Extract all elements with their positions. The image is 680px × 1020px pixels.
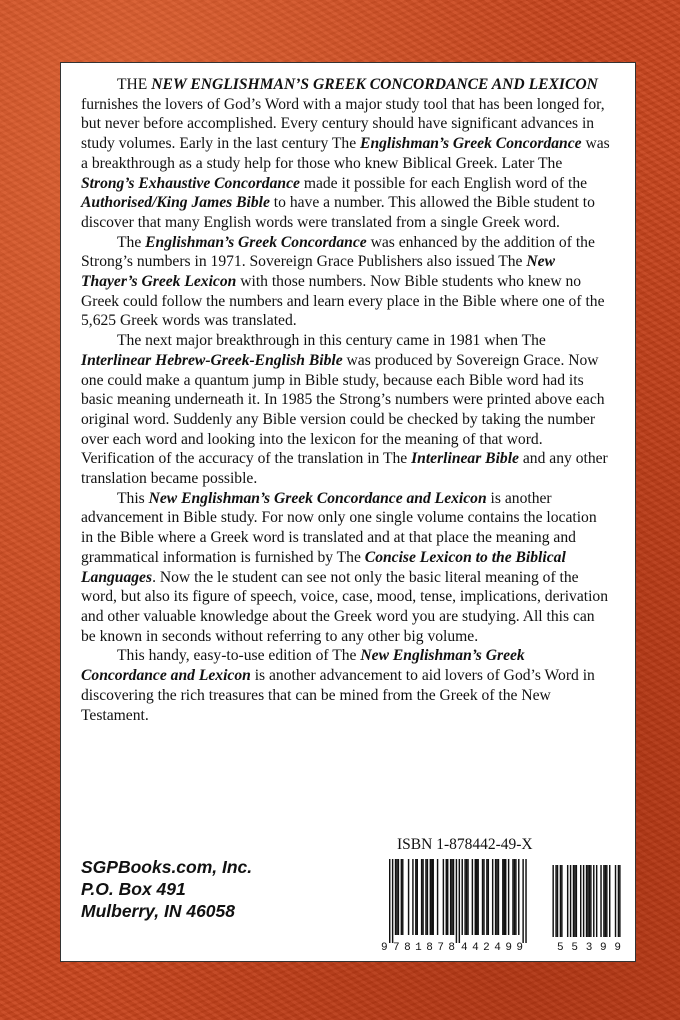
barcode-bar (515, 859, 516, 935)
addon-bar (587, 865, 588, 937)
addon-bar (560, 865, 561, 937)
addon-bar (552, 865, 553, 937)
addon-bar (557, 865, 558, 937)
text-run: was a breakthrough as a study help for those who knew Biblical Greek. Later The (81, 135, 610, 172)
barcode-bar (430, 859, 431, 935)
barcode-bar (482, 859, 483, 935)
addon-bar (574, 865, 575, 937)
text-run: This handy, easy-to-use edition of The (117, 647, 361, 665)
title-emphasis: Interlinear Hebrew-Greek-English Bible (81, 351, 343, 369)
paragraph-3 (81, 331, 611, 489)
barcode-bar (475, 859, 476, 935)
ean-right-digits: 442499 (461, 942, 523, 953)
text-run: with those numbers. Now Bible students who knew no Greek could follow the numbers and learn every place in the Bible where one of the 5,625 Greek words was translated. (81, 273, 605, 330)
addon-bar (605, 865, 606, 937)
barcode-bar (446, 859, 447, 935)
paragraph-2 (81, 233, 611, 332)
publisher-name: SGPBooks.com, Inc. (81, 857, 253, 877)
isbn-label: ISBN 1-878442-49-X (397, 836, 533, 853)
text-run: . Now the le student can see not only the basic literal meaning of the word, but also its figure of speech, voice, case, mood, tense, implications, derivation and other valuable knowledge about the Greek word you are studying. All this can be known in seconds without referring to any other big volume. (81, 568, 609, 645)
title-emphasis: New Thayer’s Greek Lexicon (81, 253, 555, 291)
paragraph-5 (81, 646, 611, 725)
barcode-bar (402, 859, 403, 935)
addon-bar (618, 865, 619, 937)
barcode-bar (492, 859, 493, 935)
barcode-bar (518, 859, 519, 935)
title-emphasis: New Englishman’s Greek Concordance and Lexicon (148, 489, 487, 507)
ean-left-digits: 781878 (393, 942, 455, 953)
barcode-bar (477, 859, 478, 935)
text-run: The next major breakthrough in this century came in 1981 when The (117, 332, 546, 350)
publisher-po-box: P.O. Box 491 (81, 879, 186, 899)
title-emphasis: Englishman’s Greek Concordance (360, 135, 582, 153)
barcode-bar (508, 859, 509, 935)
barcode-bar (453, 859, 454, 935)
isbn-barcode (381, 859, 629, 953)
title-emphasis: Authorised/King James Bible (81, 194, 270, 212)
barcode-graphic (381, 859, 629, 953)
barcode-bar (392, 859, 393, 943)
barcode-bar (476, 859, 477, 935)
text-run: to have a number. This allowed the Bible student to discover that many English words were translated from a single Greek word. (81, 194, 595, 231)
barcode-bar (396, 859, 397, 935)
barcode-bar (504, 859, 505, 935)
barcode-bar (395, 859, 396, 935)
text-run: The (117, 233, 146, 251)
barcode-bar (447, 859, 448, 935)
barcode-bar (512, 859, 513, 935)
barcode-bar (502, 859, 503, 935)
barcode-bar (398, 859, 399, 935)
addon-bar (573, 865, 574, 937)
barcode-bar (464, 859, 465, 935)
barcode-bar (514, 859, 515, 935)
addon-bar (570, 865, 571, 937)
addon-bar (580, 865, 581, 937)
barcode-bar (431, 859, 432, 935)
title-emphasis: Englishman’s Greek Concordance (145, 233, 367, 251)
text-run: was produced by Sovereign Grace. Now one could make a quantum jump in Bible study, because each Bible word had its basic meaning underneath it. In 1985 the Strong’s numbers were printed above each original word. Suddenly any Bible version could be checked by taking the number over each word and looking into the lexicon for the meaning of that word. Verification of the accuracy of the translation in The (81, 351, 605, 468)
barcode-bar (415, 859, 416, 935)
barcode-bar (505, 859, 506, 935)
barcode-bar (483, 859, 484, 935)
barcode-bar (496, 859, 497, 935)
text-run: made it possible for each English word of the (299, 174, 588, 192)
barcode-bar (459, 859, 460, 943)
addon-bar (615, 865, 616, 937)
description-text (81, 75, 611, 725)
ean-first-digit: 9 (381, 942, 388, 953)
barcode-bar (427, 859, 428, 935)
barcode-bar (389, 859, 390, 943)
addon-bar (606, 865, 607, 937)
barcode-bar (437, 859, 438, 935)
price-addon-bars (552, 865, 620, 937)
barcode-bar (421, 859, 422, 935)
barcode-bar (456, 859, 457, 943)
addon-bar (593, 865, 594, 937)
text-run: and any other translation became possible. (81, 450, 608, 488)
barcode-bar (433, 859, 434, 935)
addon-bar (555, 865, 556, 937)
addon-bar (576, 865, 577, 937)
barcode-bar (451, 859, 452, 935)
barcode-bar (443, 859, 444, 935)
barcode-bar (522, 859, 523, 943)
addon-bar (586, 865, 587, 937)
title-emphasis: Interlinear Bible (411, 450, 519, 468)
addon-bar (603, 865, 604, 937)
text-run: THE (117, 76, 152, 93)
barcode-bar (525, 859, 526, 943)
barcode-bar (417, 859, 418, 935)
barcode-bar (425, 859, 426, 935)
barcode-bar (408, 859, 409, 935)
addon-bar (609, 865, 610, 937)
barcode-bar (466, 859, 467, 935)
barcode-bar (486, 859, 487, 935)
text-run: furnishes the lovers of God’s Word with a major study tool that has been longed for, but never before accomplished. Every century should have significant advances in study volumes. Early in the last century The (81, 95, 605, 153)
title-emphasis: Strong’s Exhaustive Concordance (81, 174, 300, 192)
addon-bar (619, 865, 620, 937)
text-run: is another advancement to aid lovers of God’s Word in discovering the rich treasures that can be mined from the Greek of the New Testament. (81, 667, 595, 724)
addon-bar (589, 865, 590, 937)
addon-bar (590, 865, 591, 937)
barcode-bar (498, 859, 499, 935)
addon-bar (567, 865, 568, 937)
title-emphasis: Concise Lexicon to the Biblical Languages (81, 548, 566, 586)
title-emphasis: New Englishman’s Greek Concordance and Lexicon (81, 647, 525, 685)
ean-bars (389, 859, 527, 943)
barcode-bar (462, 859, 463, 935)
barcode-bar (495, 859, 496, 935)
barcode-bar (412, 859, 413, 935)
addon-bar (596, 865, 597, 937)
barcode-bar (472, 859, 473, 935)
title-emphasis: NEW ENGLISHMAN’S GREEK CONCORDANCE AND LEXICON (151, 76, 598, 93)
barcode-bar (450, 859, 451, 935)
addon-bar (600, 865, 601, 937)
text-run: This (117, 489, 149, 507)
publisher-address (81, 856, 252, 922)
barcode-bar (467, 859, 468, 935)
paragraph-4 (81, 489, 611, 647)
addon-bar (561, 865, 562, 937)
publisher-city: Mulberry, IN 46058 (81, 901, 236, 921)
barcode-bar (488, 859, 489, 935)
price-code-digits: 55399 (557, 942, 621, 953)
text-run: is another advancement in Bible study. For now only one single volume contains the location in the Bible where a Greek word is translated and at that place the meaning and grammatical information is furnished by The (81, 489, 597, 566)
addon-bar (583, 865, 584, 937)
barcode-bar (422, 859, 423, 935)
barcode-bar (401, 859, 402, 935)
back-cover-panel (60, 62, 636, 962)
text-run: was enhanced by the addition of the Strong’s numbers in 1971. Sovereign Grace Publishers also issued The (81, 233, 595, 271)
paragraph-1 (81, 75, 611, 233)
